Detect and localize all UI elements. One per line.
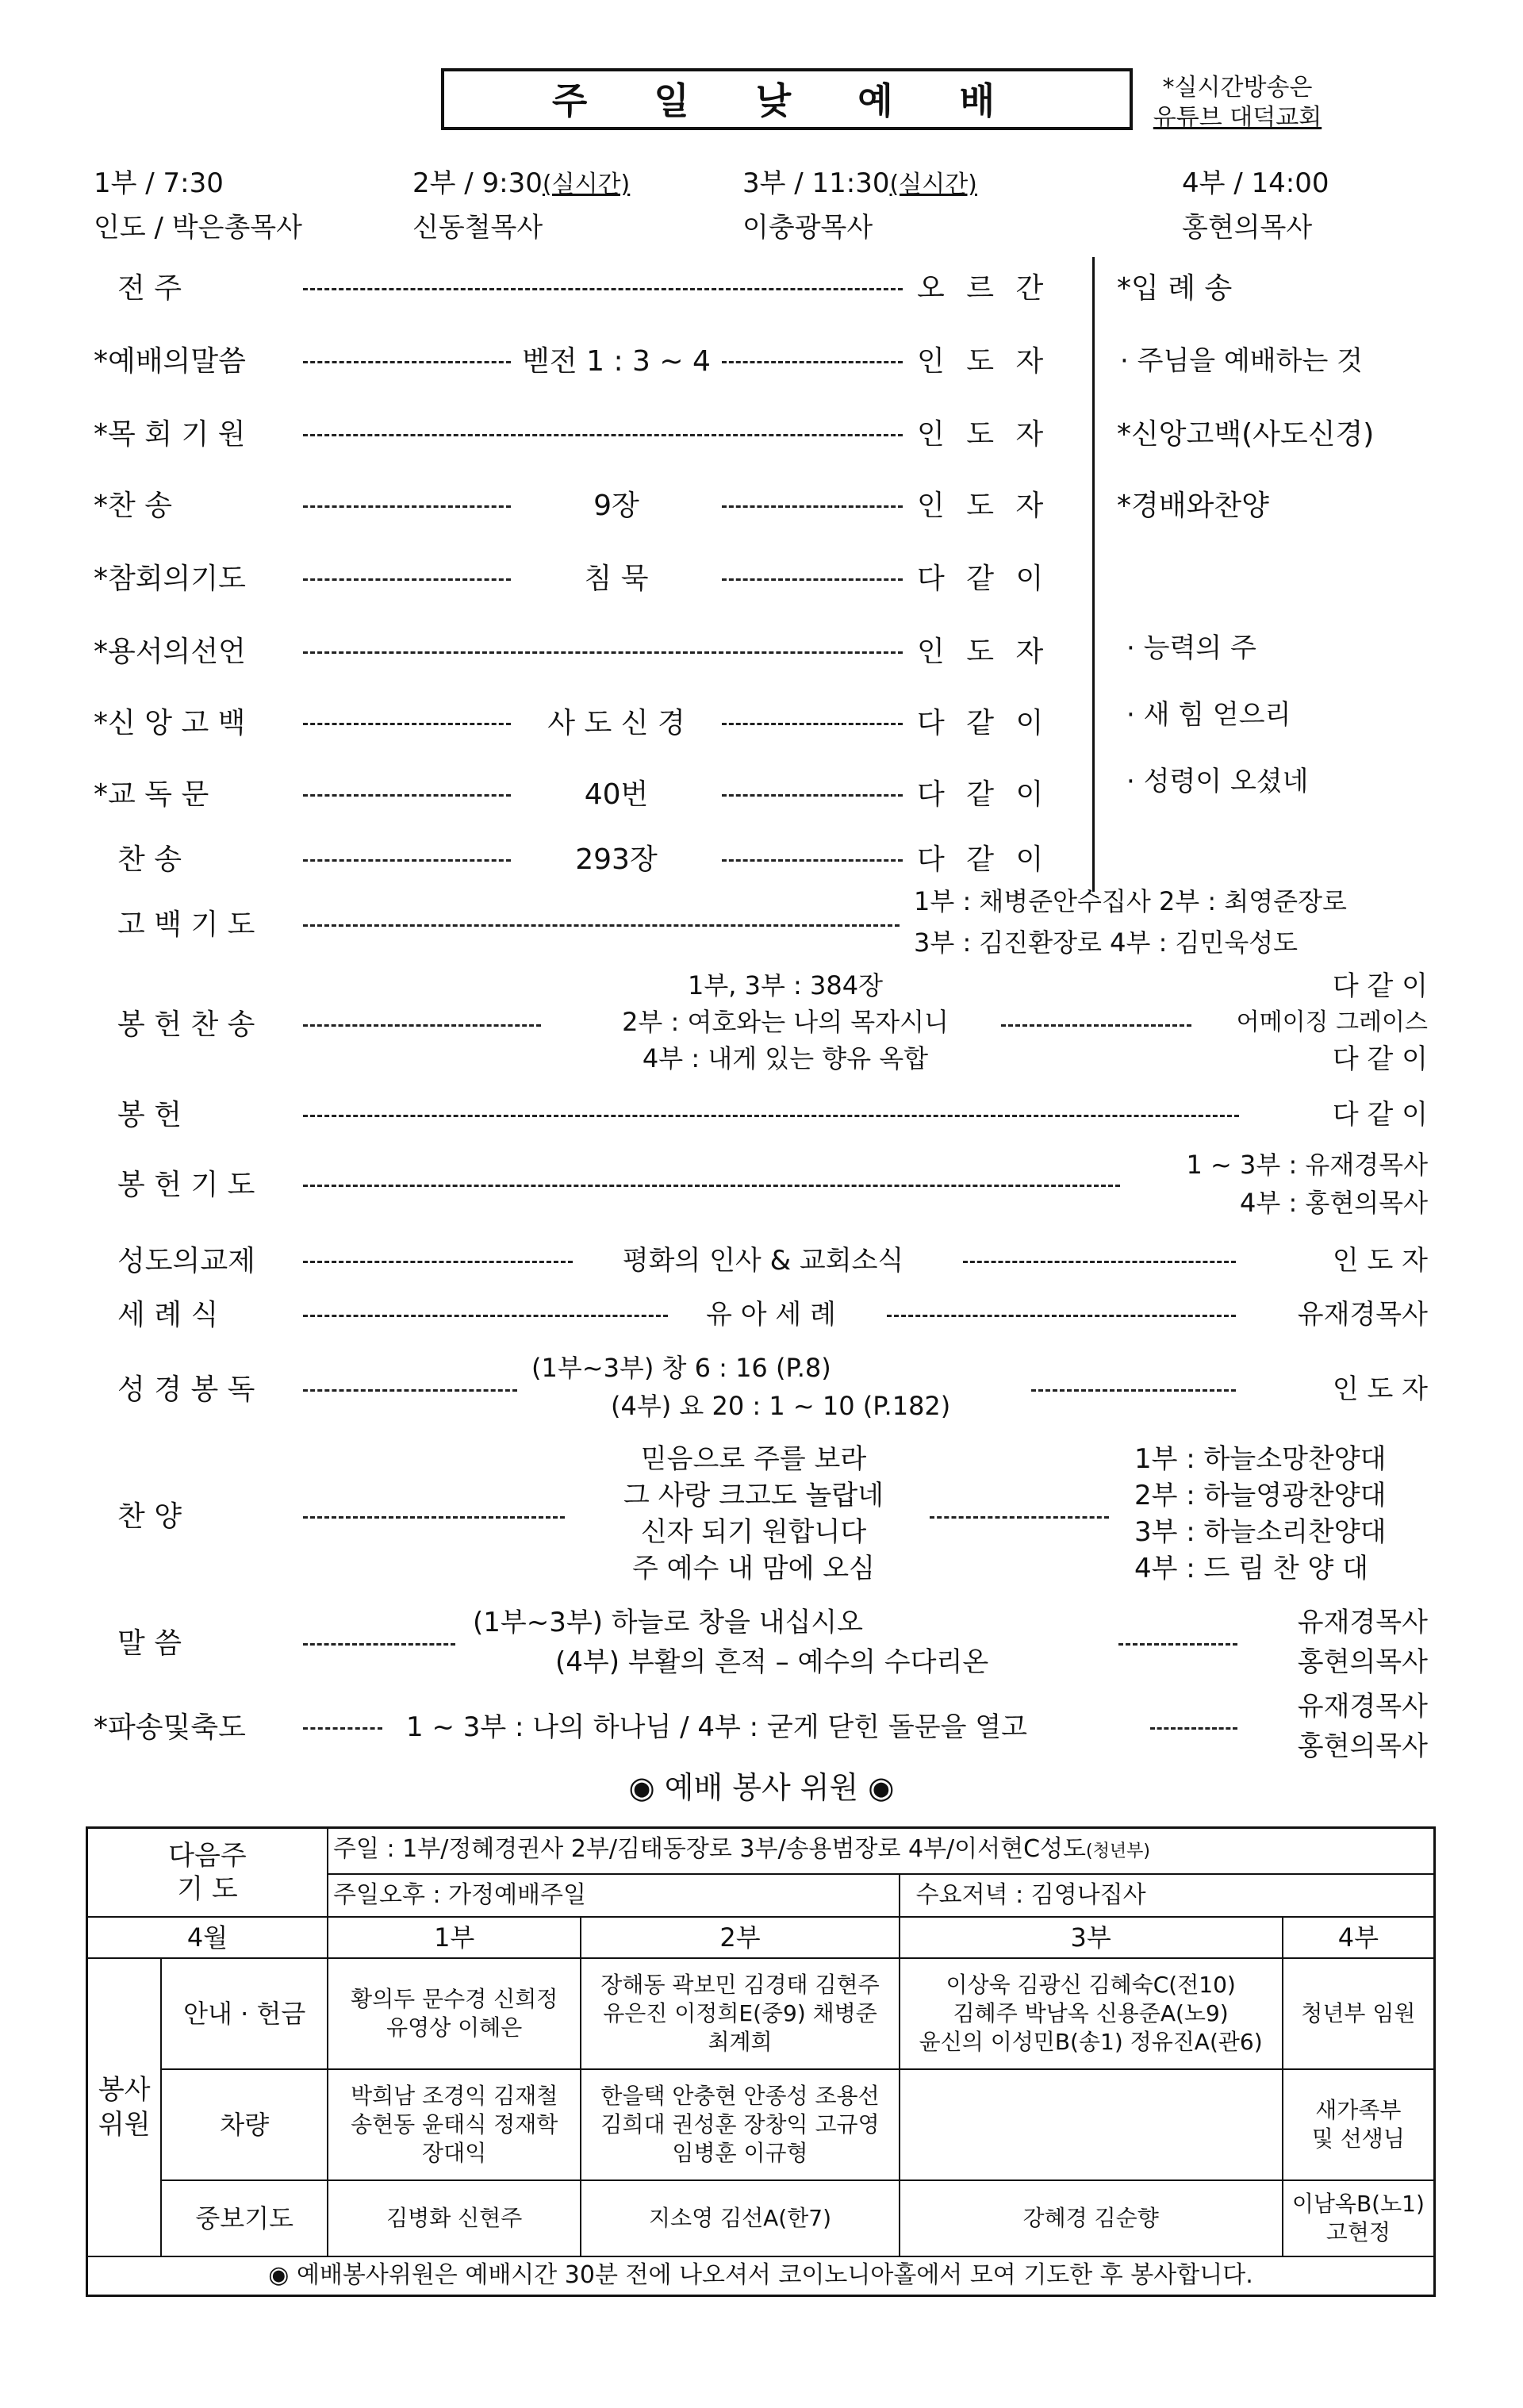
service-2-live: (실시간) bbox=[542, 171, 631, 198]
leader-dash bbox=[303, 1261, 573, 1263]
leader-dash bbox=[303, 794, 511, 797]
offering-prayer-item: 봉 헌 기 도 bbox=[117, 1169, 255, 1201]
part-header-1: 1부 bbox=[328, 1917, 581, 1958]
order-item: *예배의말씀 bbox=[94, 345, 246, 378]
leader-dash bbox=[303, 723, 511, 725]
volunteer-names: 청년부 임원 bbox=[1301, 1999, 1416, 2026]
benediction-who-2: 홍현의목사 bbox=[1297, 1730, 1428, 1762]
service-1-leader: 인도 / 박은총목사 bbox=[94, 212, 302, 244]
volunteer-names: 새가족부 bbox=[1315, 2096, 1402, 2123]
order-mid: 40번 bbox=[584, 778, 649, 811]
volunteer-cell bbox=[581, 1958, 899, 2069]
volunteer-names: 박희남 조경익 김재철 bbox=[351, 2082, 558, 2109]
reading-mid-1: (1부~3부) 창 6 : 16 (P.8) bbox=[531, 1353, 831, 1383]
volunteer-names: 김병화 신현주 bbox=[386, 2204, 523, 2231]
volunteer-names: 장대익 bbox=[422, 2139, 487, 2166]
leader-dash bbox=[303, 361, 511, 363]
month-header: 4월 bbox=[87, 1917, 328, 1958]
baptism-who: 유재경목사 bbox=[1297, 1299, 1428, 1331]
service-2-leader: 신동철목사 bbox=[412, 212, 543, 244]
praise-song-2: · 새 힘 얻으리 bbox=[1126, 699, 1291, 731]
offering-who: 다 같 이 bbox=[1332, 1099, 1428, 1131]
leader-dash bbox=[963, 1261, 1236, 1263]
offering-hymn-mid-1: 1부, 3부 : 384장 bbox=[687, 970, 883, 1000]
order-who: 인 도 자 bbox=[917, 490, 1050, 522]
order-who: 인 도 자 bbox=[917, 345, 1050, 378]
service-3-leader: 이충광목사 bbox=[742, 212, 873, 244]
divider-line bbox=[1092, 257, 1095, 892]
volunteer-names: 유은진 이정희E(중9) 채병준 bbox=[603, 1999, 877, 2026]
offering-prayer-who-2: 4부 : 홍현의목사 bbox=[1240, 1188, 1428, 1218]
next-week-sunday-text: 주일 : 1부/정혜경권사 2부/김태동장로 3부/송용범장로 4부/이서현C성도 bbox=[333, 1835, 1087, 1864]
live-note-line1: *실시간방송은 bbox=[1162, 74, 1313, 102]
service-4-leader: 홍현의목사 bbox=[1182, 212, 1313, 244]
leader-dash bbox=[722, 505, 903, 508]
next-week-sunday bbox=[328, 1828, 1434, 1874]
order-who: 오 르 간 bbox=[917, 272, 1050, 305]
leader-dash bbox=[303, 859, 511, 862]
volunteer-cell bbox=[328, 1958, 581, 2069]
volunteer-names: 한을택 안충현 안종성 조용선 bbox=[600, 2082, 880, 2109]
volunteer-names: 강혜경 김순향 bbox=[1022, 2204, 1159, 2231]
table-footer: ◉ 예배봉사위원은 예배시간 30분 전에 나오셔서 코이노니아홀에서 모여 기도한 후 봉사합니다. bbox=[87, 2256, 1435, 2296]
leader-dash bbox=[303, 578, 511, 581]
part-header-4: 4부 bbox=[1283, 1917, 1435, 1958]
volunteer-names: 황의두 문수경 신희정 bbox=[351, 1985, 558, 2012]
next-week-label-1: 다음주 bbox=[168, 1839, 247, 1872]
volunteers-table bbox=[86, 1826, 1436, 2297]
next-week-sunday-small: (청년부) bbox=[1086, 1842, 1150, 1862]
offering-hymn-item: 봉 헌 찬 송 bbox=[117, 1008, 255, 1041]
leader-dash bbox=[303, 924, 900, 927]
offering-hymn-mid-3: 4부 : 내게 있는 향유 옥합 bbox=[642, 1043, 929, 1073]
order-item: *교 독 문 bbox=[94, 778, 209, 811]
order-who: 인 도 자 bbox=[917, 636, 1050, 668]
confession-line2: 3부 : 김진환장로 4부 : 김민욱성도 bbox=[914, 927, 1299, 958]
next-week-wednesday: 수요저녁 : 김영나집사 bbox=[900, 1874, 1435, 1917]
volunteer-cell bbox=[1283, 1958, 1435, 2069]
volunteer-names: 고현정 bbox=[1325, 2218, 1391, 2245]
next-week-afternoon: 주일오후 : 가정예배주일 bbox=[328, 1874, 900, 1917]
offering-item: 봉 헌 bbox=[117, 1099, 182, 1131]
live-note-line2: 유튜브 대덕교회 bbox=[1153, 104, 1322, 132]
order-item: 찬 송 bbox=[117, 843, 182, 876]
offering-prayer-who-1: 1 ~ 3부 : 유재경목사 bbox=[1186, 1150, 1428, 1180]
leader-dash bbox=[303, 1024, 541, 1027]
leader-dash bbox=[303, 434, 903, 436]
sermon-mid-2: (4부) 부활의 흔적 – 예수의 수다리온 bbox=[555, 1646, 989, 1678]
baptism-mid: 유 아 세 례 bbox=[706, 1299, 836, 1331]
praise-song-1: · 능력의 주 bbox=[1126, 632, 1256, 664]
sermon-mid-1: (1부~3부) 하늘로 창을 내십시오 bbox=[473, 1607, 863, 1638]
sermon-item: 말 씀 bbox=[117, 1627, 182, 1660]
order-item: *참회의기도 bbox=[94, 563, 246, 595]
next-week-label-2: 기 도 bbox=[177, 1872, 238, 1905]
leader-dash bbox=[303, 651, 903, 654]
volunteer-names: 유영상 이혜은 bbox=[386, 2014, 523, 2041]
offering-hymn-who-1: 다 같 이 bbox=[1332, 970, 1428, 1002]
sermon-who-2: 홍현의목사 bbox=[1297, 1646, 1428, 1678]
reading-item: 성 경 봉 독 bbox=[117, 1373, 255, 1406]
volunteer-cell bbox=[328, 2180, 581, 2256]
table-row bbox=[87, 1958, 1435, 2069]
table-row bbox=[87, 2069, 1435, 2180]
volunteer-names: 이상욱 김광신 김혜숙C(전10) bbox=[946, 1971, 1236, 1998]
baptism-item: 세 례 식 bbox=[117, 1299, 219, 1331]
offering-hymn-who-2: 어메이징 그레이스 bbox=[1236, 1008, 1428, 1036]
leader-dash bbox=[722, 723, 903, 725]
order-item: *신 앙 고 백 bbox=[94, 707, 246, 739]
volunteer-cell bbox=[1283, 2180, 1435, 2256]
volunteer-names: 김희대 권성훈 장창익 고규영 bbox=[600, 2110, 880, 2137]
leader-dash bbox=[930, 1516, 1109, 1519]
offering-hymn-mid-2: 2부 : 여호와는 나의 목자시니 bbox=[622, 1007, 949, 1037]
volunteer-names: 장해동 곽보민 김경태 김현주 bbox=[600, 1971, 880, 1998]
entrance-label: *입 례 송 bbox=[1117, 272, 1233, 305]
anthem-choir-1: 1부 : 하늘소망찬양대 bbox=[1134, 1443, 1387, 1475]
worship-label: *경배와찬양 bbox=[1117, 490, 1269, 522]
anthem-item: 찬 양 bbox=[117, 1500, 182, 1533]
order-who: 다 같 이 bbox=[917, 707, 1050, 739]
leader-dash bbox=[722, 361, 903, 363]
leader-dash bbox=[303, 1315, 668, 1317]
order-item: *용서의선언 bbox=[94, 636, 246, 668]
leader-dash bbox=[887, 1315, 1236, 1317]
page-title: 주 일 낮 예 배 bbox=[551, 79, 1022, 122]
order-item: 전 주 bbox=[117, 272, 182, 305]
volunteer-cell bbox=[581, 2069, 899, 2180]
part-header-2: 2부 bbox=[581, 1917, 899, 1958]
creed-label: *신앙고백(사도신경) bbox=[1117, 418, 1375, 451]
leader-dash bbox=[303, 288, 903, 290]
volunteer-names: 임병훈 이규형 bbox=[672, 2139, 808, 2166]
fellowship-mid: 평화의 인사 & 교회소식 bbox=[622, 1245, 904, 1277]
leader-dash bbox=[722, 859, 903, 862]
order-mid: 사 도 신 경 bbox=[547, 707, 685, 739]
service-4-time: 4부 / 14:00 bbox=[1182, 167, 1329, 199]
leader-dash bbox=[722, 578, 903, 581]
reading-who: 인 도 자 bbox=[1332, 1373, 1428, 1405]
anthem-song-3: 신자 되기 원합니다 bbox=[640, 1516, 867, 1548]
anthem-choir-3: 3부 : 하늘소리찬양대 bbox=[1134, 1516, 1387, 1548]
volunteer-cell bbox=[900, 2180, 1283, 2256]
praise-song-3: · 성령이 오셨네 bbox=[1126, 766, 1309, 797]
volunteer-names: 이남옥B(노1) bbox=[1291, 2190, 1425, 2217]
anthem-song-4: 주 예수 내 맘에 오심 bbox=[632, 1553, 875, 1584]
order-who: 인 도 자 bbox=[917, 418, 1050, 451]
entrance-song: · 주님을 예배하는 것 bbox=[1120, 345, 1363, 377]
benediction-item: *파송및축도 bbox=[94, 1711, 246, 1744]
benediction-who-1: 유재경목사 bbox=[1297, 1691, 1428, 1722]
benediction-mid: 1 ~ 3부 : 나의 하나님 / 4부 : 굳게 닫힌 돌문을 열고 bbox=[406, 1711, 1027, 1743]
order-who: 다 같 이 bbox=[917, 843, 1050, 876]
order-mid: 9장 bbox=[593, 490, 639, 522]
row-label: 중보기도 bbox=[161, 2180, 328, 2256]
volunteer-names: 윤신의 이성민B(송1) 정유진A(관6) bbox=[919, 2028, 1263, 2055]
row-label: 안내 · 헌금 bbox=[161, 1958, 328, 2069]
confession-line1: 1부 : 채병준안수집사 2부 : 최영준장로 bbox=[914, 886, 1347, 916]
row-label: 차량 bbox=[161, 2069, 328, 2180]
volunteer-cell bbox=[328, 2069, 581, 2180]
reading-mid-2: (4부) 요 20 : 1 ~ 10 (P.182) bbox=[611, 1391, 951, 1421]
leader-dash bbox=[303, 505, 511, 508]
service-1-time: 1부 / 7:30 bbox=[94, 167, 224, 199]
anthem-choir-4: 4부 : 드 림 찬 양 대 bbox=[1134, 1553, 1368, 1584]
volunteer-names: 및 선생님 bbox=[1311, 2125, 1405, 2152]
volunteer-cell bbox=[1283, 2069, 1435, 2180]
leader-dash bbox=[303, 1727, 382, 1730]
volunteer-cell bbox=[581, 2180, 899, 2256]
fellowship-item: 성도의교제 bbox=[117, 1245, 255, 1277]
volunteer-names: 송현동 윤태식 정재학 bbox=[351, 2110, 558, 2137]
volunteers-heading: ◉ 예배 봉사 위원 ◉ bbox=[628, 1770, 895, 1805]
anthem-choir-2: 2부 : 하늘영광찬양대 bbox=[1134, 1480, 1387, 1511]
next-week-label bbox=[87, 1828, 328, 1917]
volunteer-cell bbox=[900, 1958, 1283, 2069]
service-3-time: 3부 / 11:30 bbox=[742, 167, 890, 199]
leader-dash bbox=[303, 1643, 455, 1646]
volunteer-names: 지소영 김선A(한7) bbox=[649, 2204, 832, 2231]
leader-dash bbox=[303, 1185, 1120, 1187]
order-mid: 벧전 1 : 3 ~ 4 bbox=[522, 345, 711, 378]
fellowship-who: 인 도 자 bbox=[1332, 1245, 1428, 1277]
order-item: *찬 송 bbox=[94, 490, 172, 522]
table-row bbox=[87, 2180, 1435, 2256]
leader-dash bbox=[1001, 1024, 1191, 1027]
order-item: *목 회 기 원 bbox=[94, 418, 246, 451]
part-header-3: 3부 bbox=[900, 1917, 1283, 1958]
volunteer-names: 최계희 bbox=[708, 2028, 773, 2055]
order-who: 다 같 이 bbox=[917, 778, 1050, 811]
confession-item: 고 백 기 도 bbox=[117, 908, 255, 941]
title-box bbox=[441, 68, 1133, 130]
leader-dash bbox=[303, 1115, 1239, 1117]
leader-dash bbox=[303, 1516, 565, 1519]
leader-dash bbox=[722, 794, 903, 797]
service-2-time: 2부 / 9:30 bbox=[412, 167, 543, 199]
volunteer-cell bbox=[900, 2069, 1283, 2180]
anthem-song-2: 그 사랑 크고도 놀랍네 bbox=[623, 1480, 884, 1511]
volunteer-names: 김혜주 박남옥 신용준A(노9) bbox=[953, 1999, 1229, 2026]
sermon-who-1: 유재경목사 bbox=[1297, 1607, 1428, 1638]
order-mid: 293장 bbox=[575, 843, 658, 876]
service-3-live: (실시간) bbox=[889, 171, 977, 198]
volunteer-rows bbox=[87, 1958, 1435, 2256]
order-who: 다 같 이 bbox=[917, 563, 1050, 595]
group-label: 봉사위원 bbox=[87, 1958, 162, 2256]
leader-dash bbox=[303, 1389, 517, 1392]
offering-hymn-who-3: 다 같 이 bbox=[1332, 1043, 1428, 1075]
order-mid: 침 묵 bbox=[584, 563, 649, 595]
anthem-song-1: 믿음으로 주를 보라 bbox=[640, 1443, 867, 1475]
